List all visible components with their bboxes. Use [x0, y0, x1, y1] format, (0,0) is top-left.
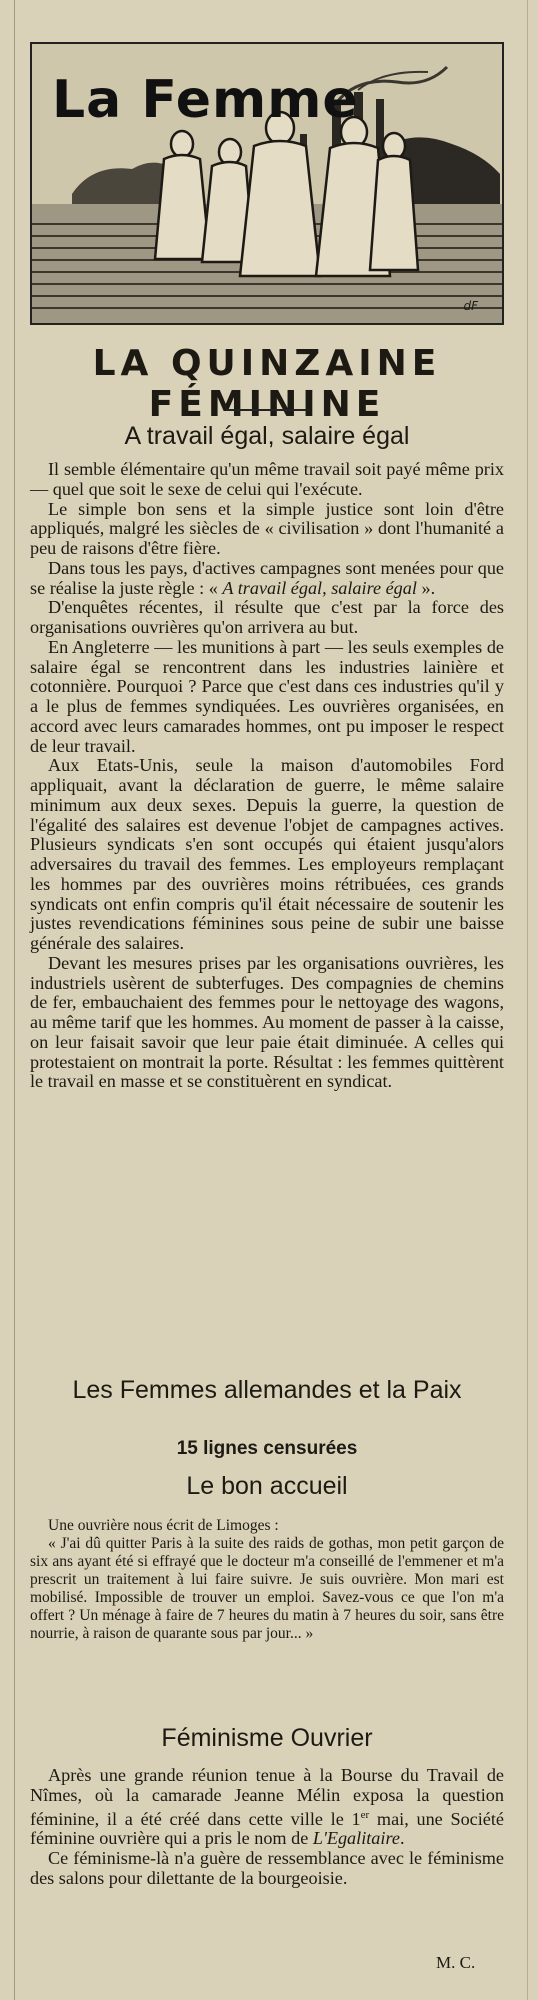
paragraph — [30, 1766, 504, 1849]
text: Dans tous les pays, d'actives campagnes sont menées pour que se réalise la juste règle : « — [30, 557, 504, 598]
text: . — [399, 1828, 405, 1849]
section-heading-bon-accueil: Le bon accueil — [186, 1472, 348, 1500]
letter-text: « J'ai dû quitter Paris à la suite des raids de gothas, mon petit garçon de six ans ayant été si effrayé que le docteur m'a conseillé de l'emmener et m'a prescrit un traitement à lui faire suivre. Je suis ouvrière. Mon mari est mobilisé. Impossible de trouver un emploi. Savez-vous ce que l'on m'a offert ? Un ménage à faire de 7 heures du matin à 7 heures du soir, sans être nourrie, à raison de quarante sous par jour... » — [30, 1535, 504, 1642]
paragraph: Il semble élémentaire qu'un même travail soit payé même prix — quel que soit le sexe de celui qui l'exécute. — [30, 459, 504, 499]
masthead-illustration — [30, 42, 504, 325]
paragraph: Ce féminisme-là n'a guère de ressemblance avec le féminisme des salons pour dilettante de la bourgeoisie. — [30, 1848, 504, 1888]
text: ». — [416, 577, 436, 598]
paragraph: Le simple bon sens et la simple justice sont loin d'être appliqués, malgré les siècles de « civilisation » dont l'humanité a peu de raisons d'être fière. — [30, 498, 504, 558]
artist-signature: dF — [463, 299, 478, 313]
article-salaire-egal — [30, 460, 504, 1092]
paragraph — [30, 559, 504, 599]
paragraph: Devant les mesures prises par les organisations ouvrières, les industriels usèrent de subterfuges. Des compagnies de chemins de fer, embauchaient des femmes pour le nettoyage des wagons, au même tarif que les hommes. Au moment de passer à la caisse, on leur faisait savoir que leur paie était diminuée. A celles qui protestaient on montrait la porte. Résultat : les femmes quittèrent le travail en masse et se constituèrent en syndicat. — [30, 952, 504, 1092]
paragraph: En Angleterre — les munitions à part — les seuls exemples de salaire égal se rencontrent dans les industries lainière et cotonnière. Pourquoi ? Parce que c'est dans ces industries qu'il y a le plus de femmes syndiquées. Les ouvrières organisées, en accord avec leurs camarades hommes, ont pu imposer le respect de leur travail. — [30, 636, 504, 756]
superscript: er — [360, 1808, 370, 1821]
text: Après une grande réunion tenue à la Bourse du Travail de Nîmes, où la camarade Jeanne Mélin exposa la question féminine, il a été créé dans cette ville le 1 — [30, 1765, 504, 1829]
section-heading-salaire: A travail égal, salaire égal — [124, 422, 410, 450]
text: mai, une Société féminine ouvrière qui a pris le nom de — [30, 1808, 504, 1849]
masthead-title: La Femme — [52, 70, 359, 130]
paragraph: D'enquêtes récentes, il résulte que c'est par la force des organisations ouvrières qu'on arrivera au but. — [30, 597, 504, 637]
column-rule-left — [14, 0, 15, 2000]
article-feminisme-ouvrier — [30, 1766, 504, 1889]
letter-intro: Une ouvrière nous écrit de Limoges : — [48, 1517, 279, 1534]
column-rule-right — [527, 0, 528, 2000]
headline-rule — [226, 409, 310, 411]
paragraph: Aux Etats-Unis, seule la maison d'automobiles Ford appliquait, avant la déclaration de guerre, le même salaire minimum aux deux sexes. Depuis la guerre, la question de l'égalité des salaires est devenue l'objet de campagnes actives. Plusieurs syndicats s'en sont occupés qui étaient jusqu'alors adversaires du travail des femmes. Les employeurs remplaçant les hommes par des ouvrières moins rétribuées, ces grands syndicats ont enfin compris qu'il était nécessaire de soutenir les justes revendications féminines sous peine de subir une baisse générale des salaires. — [30, 755, 504, 953]
author-signature: M. C. — [436, 1953, 476, 1972]
quote-italic: A travail égal, salaire égal — [222, 577, 417, 598]
section-heading-femmes-allemandes: Les Femmes allemandes et la Paix — [72, 1376, 462, 1404]
society-name: L'Egalitaire — [312, 1828, 400, 1849]
article-bon-accueil — [30, 1517, 504, 1643]
page-headline: LA QUINZAINE FÉMININE — [92, 343, 442, 425]
censored-notice: 15 lignes censurées — [176, 1438, 358, 1459]
section-heading-feminisme-ouvrier: Féminisme Ouvrier — [161, 1724, 373, 1752]
